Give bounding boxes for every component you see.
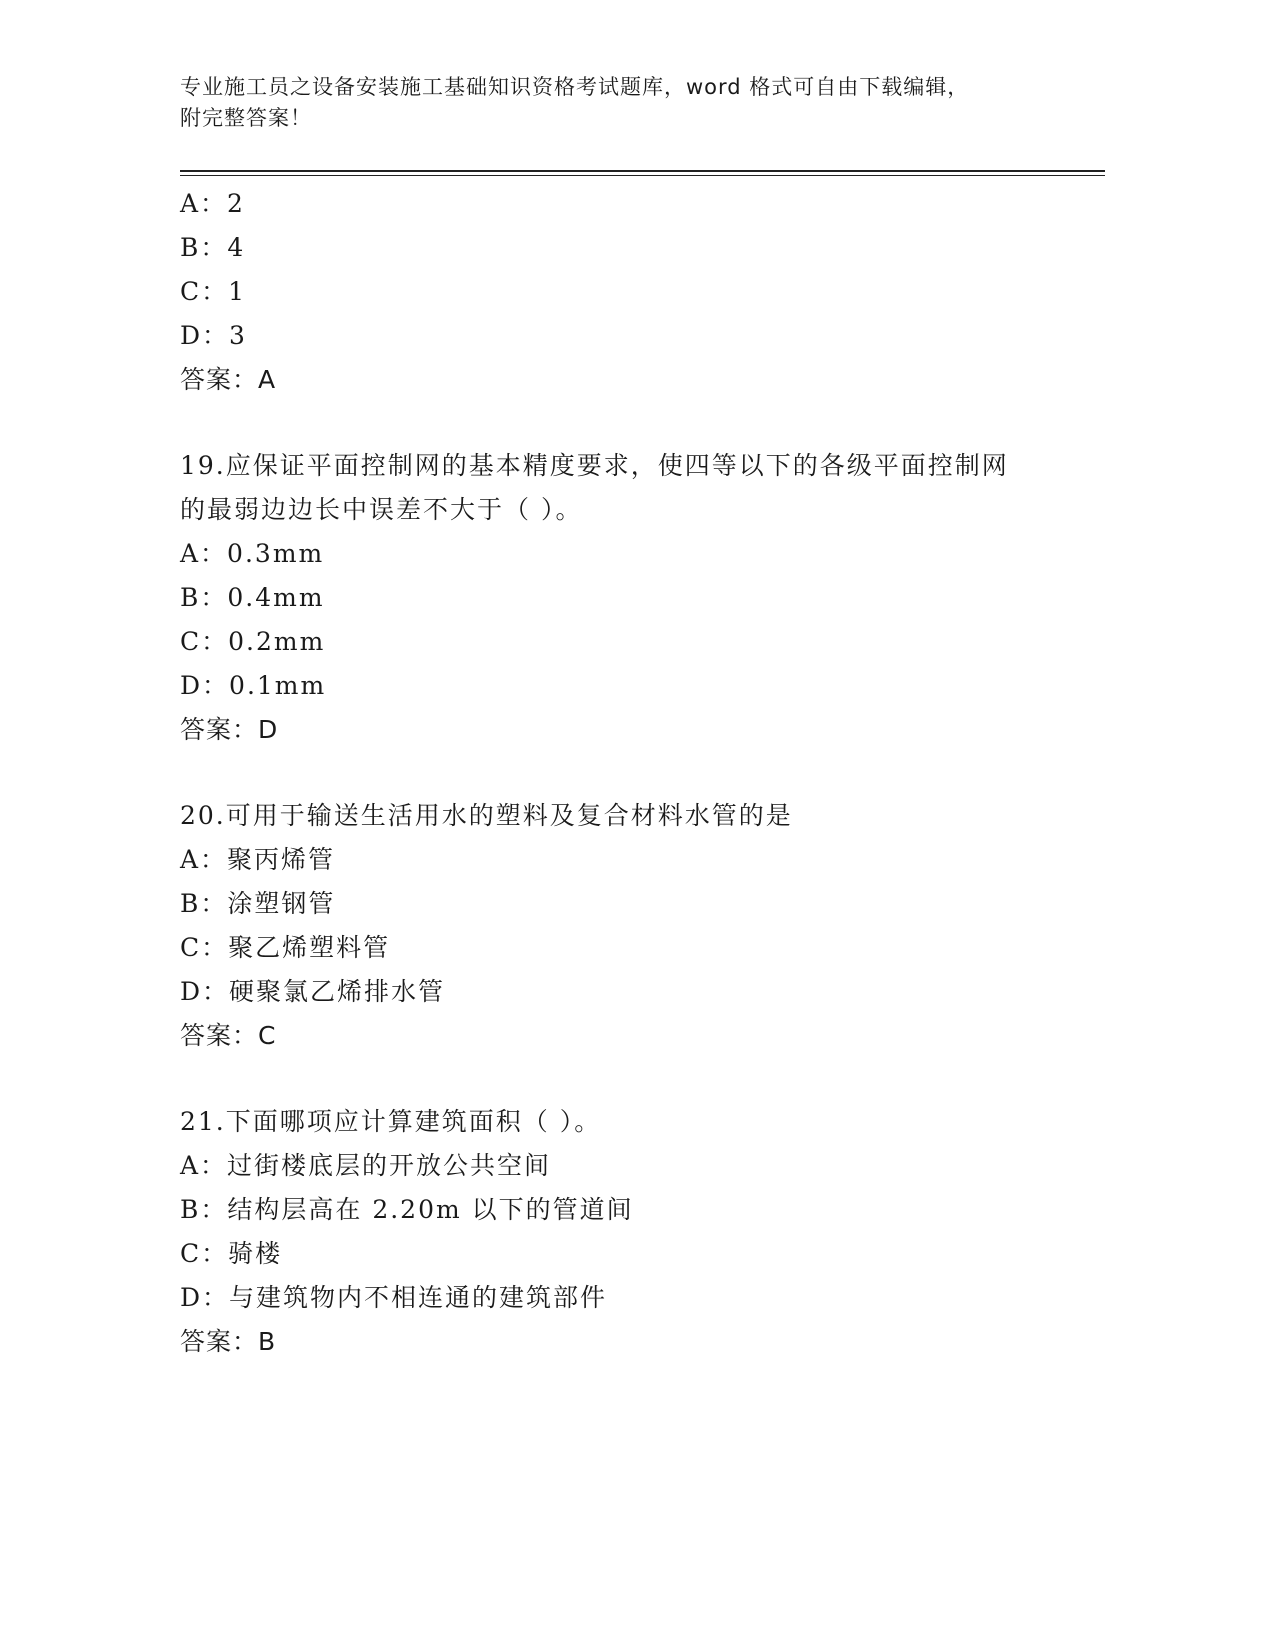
header-title-line1: 专业施工员之设备安装施工基础知识资格考试题库，word 格式可自由下载编辑， [180, 75, 970, 99]
question-text-continued: 的最弱边边长中误差不大于（ ）。 [180, 495, 583, 524]
spacer [180, 1057, 1080, 1100]
answer: 答案：D [180, 715, 279, 744]
question-text: 19.应保证平面控制网的基本精度要求，使四等以下的各级平面控制网 [180, 451, 1009, 480]
answer: 答案：B [180, 1327, 277, 1356]
option-d: D：硬聚氯乙烯排水管 [180, 977, 446, 1006]
option-a: A：0.3mm [180, 539, 325, 568]
option-b: B：涂塑钢管 [180, 889, 336, 918]
option-b: B：0.4mm [180, 583, 325, 612]
question-19 [180, 444, 1080, 751]
option-c: C：聚乙烯塑料管 [180, 933, 391, 962]
question-list [180, 182, 1080, 1363]
option-b: B：4 [180, 233, 246, 262]
option-c: C：1 [180, 277, 247, 306]
option-d: D：与建筑物内不相连通的建筑部件 [180, 1283, 608, 1312]
page-header [180, 72, 1060, 134]
question-text: 20.可用于输送生活用水的塑料及复合材料水管的是 [180, 801, 793, 830]
question-21 [180, 1100, 1080, 1363]
option-d: D：0.1mm [180, 671, 327, 700]
spacer [180, 401, 1080, 444]
option-a: A：2 [180, 189, 245, 218]
option-c: C：0.2mm [180, 627, 326, 656]
answer: 答案：C [180, 1021, 277, 1050]
question-18 [180, 182, 1080, 401]
option-c: C：骑楼 [180, 1239, 283, 1268]
header-title-line2: 附完整答案！ [180, 106, 312, 130]
header-divider-thin [180, 175, 1105, 176]
answer: 答案：A [180, 365, 277, 394]
option-a: A：过街楼底层的开放公共空间 [180, 1151, 552, 1180]
spacer [180, 751, 1080, 794]
question-20 [180, 794, 1080, 1057]
option-d: D：3 [180, 321, 247, 350]
header-divider [180, 170, 1105, 172]
question-text: 21.下面哪项应计算建筑面积（ ）。 [180, 1107, 602, 1136]
option-b: B：结构层高在 2.20m 以下的管道间 [180, 1195, 634, 1224]
option-a: A：聚丙烯管 [180, 845, 336, 874]
